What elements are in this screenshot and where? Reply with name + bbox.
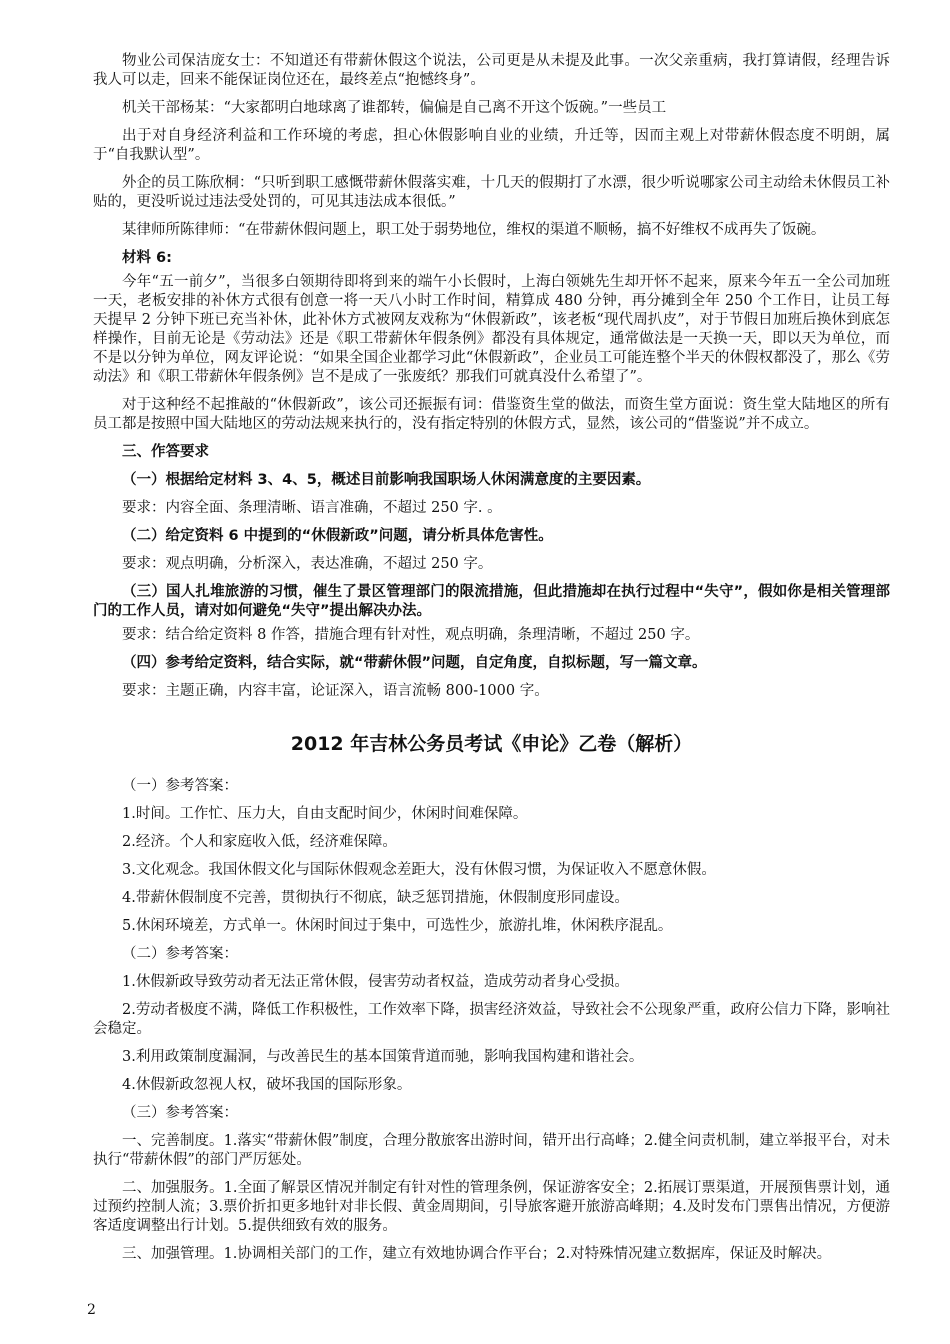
material-paragraph: 对于这种经不起推敲的“休假新政”，该公司还振振有词：借鉴资生堂的做法，而资生堂方面说：资生堂大陆地区的所有员工都是按照中国大陆地区的劳动法规来执行的，没有指定特别的休假方式，显然，该公司的“借鉴说”并不成立。 [93, 397, 890, 432]
answer-heading: （三）参考答案： [122, 1105, 238, 1121]
answer-item: 5.休闲环境差，方式单一。休闲时间过于集中，可选性少，旅游扎堆，休闲秩序混乱。 [122, 918, 673, 934]
material-paragraph: 机关干部杨某：“大家都明白地球离了谁都转，偏偏是自己离不开这个饭碗。”一些员工 [122, 100, 667, 116]
question-3: （三）国人扎堆旅游的习惯，催生了景区管理部门的限流措施，但此措施却在执行过程中“失守”，假如你是相关管理部门的工作人员，请对如何避免“失守”提出解决办法。 [93, 584, 890, 619]
answer-heading: （二）参考答案： [122, 946, 238, 962]
analysis-section [93, 777, 890, 1264]
material-paragraph: 外企的员工陈欣桐：“只听到职工感慨带薪休假落实难，十几天的假期打了水漂，很少听说哪家公司主动给未休假员工补贴的，更没听说过违法受处罚的，可见其违法成本很低。” [93, 175, 890, 210]
question-1: （一）根据给定材料 3、4、5，概述目前影响我国职场人休闲满意度的主要因素。 [122, 472, 651, 488]
material-paragraph: 某律师所陈律师：“在带薪休假问题上，职工处于弱势地位，维权的渠道不顺畅，搞不好维权不成再失了饭碗。 [122, 222, 826, 238]
material-paragraph: 出于对自身经济利益和工作环境的考虑，担心休假影响自业的业绩，升迁等，因而主观上对带薪休假态度不明朗，属于“自我默认型”。 [93, 128, 890, 163]
answer-item: 1.时间。工作忙、压力大，自由支配时间少，休闲时间难保障。 [122, 806, 528, 822]
answer-item: 三、加强管理。1.协调相关部门的工作，建立有效地协调合作平台；2.对特殊情况建立数据库，保证及时解决。 [122, 1246, 832, 1262]
answer-item: 2.劳动者极度不满，降低工作积极性，工作效率下降，损害经济效益，导致社会不公现象严重，政府公信力下降，影响社会稳定。 [93, 1002, 890, 1037]
answer-item: 一、完善制度。1.落实“带薪休假”制度，合理分散旅客出游时间，错开出行高峰；2.健全问责机制，建立举报平台，对未执行“带薪休假”的部门严厉惩处。 [93, 1133, 890, 1168]
answer-item: 二、加强服务。1.全面了解景区情况并制定有针对性的管理条例，保证游客安全；2.拓展订票渠道，开展预售票计划，通过预约控制人流；3.票价折扣更多地针对非长假、黄金周期间，引导旅客避开旅游高峰期；4.及时发布门票售出情况，方便游客适度调整出行计划。5.提供细致有效的服务。 [93, 1180, 890, 1234]
question-2-requirement: 要求：观点明确，分析深入，表达准确，不超过 250 字。 [122, 556, 493, 572]
answer-heading: （一）参考答案： [122, 778, 238, 794]
question-4: （四）参考给定资料，结合实际，就“带薪休假”问题，自定角度，自拟标题，写一篇文章。 [122, 655, 707, 671]
answer-item: 4.休假新政忽视人权，破坏我国的国际形象。 [122, 1077, 412, 1093]
answer-item: 4.带薪休假制度不完善，贯彻执行不彻底，缺乏惩罚措施，休假制度形同虚设。 [122, 890, 629, 906]
answer-item: 1.休假新政导致劳动者无法正常休假，侵害劳动者权益，造成劳动者身心受损。 [122, 974, 629, 990]
material-6-label: 材料 6: [122, 250, 172, 266]
analysis-title: 2012 年吉林公务员考试《申论》乙卷（解析） [290, 733, 693, 755]
question-3-requirement: 要求：结合给定资料 8 作答，措施合理有针对性，观点明确，条理清晰，不超过 250 字。 [122, 627, 700, 643]
answer-item: 3.文化观念。我国休假文化与国际休假观念差距大，没有休假习惯，为保证收入不愿意休假。 [122, 862, 716, 878]
question-4-requirement: 要求：主题正确，内容丰富，论证深入，语言流畅 800-1000 字。 [122, 683, 549, 699]
page-number: 2 [87, 1302, 96, 1318]
requirements-heading: 三、作答要求 [122, 444, 209, 460]
question-2: （二）给定资料 6 中提到的“休假新政”问题，请分析具体危害性。 [122, 528, 553, 544]
answer-item: 3.利用政策制度漏洞，与改善民生的基本国策背道而驰，影响我国构建和谐社会。 [122, 1049, 644, 1065]
material-paragraph: 物业公司保洁庞女士：不知道还有带薪休假这个说法，公司更是从未提及此事。一次父亲重病，我打算请假，经理告诉我人可以走，回来不能保证岗位还在，最终差点“抱憾终身”。 [93, 53, 890, 88]
question-1-requirement: 要求：内容全面、条理清晰、语言准确，不超过 250 字. 。 [122, 500, 502, 516]
document-page [93, 52, 890, 1264]
answer-item: 2.经济。个人和家庭收入低，经济难保障。 [122, 834, 397, 850]
material-paragraph: 今年“五一前夕”，当很多白领期待即将到来的端午小长假时，上海白领姚先生却开怀不起来，原来今年五一全公司加班一天，老板安排的补休方式很有创意一将一天八小时工作时间，精算成 480 分钟，再分摊到全年 250 个工作日，让员工每天提早 2 分钟下班已充当补休，此补休方式被网友戏称为“休假新政”，该老板“现代周扒皮”，对于节假日加班后换休到底怎样操作，目前无论是《劳动法》还是《职工带薪休年假条例》都没有具体规定，通常做法是一天换一天，即以天为单位，而不是以分钟为单位，网友评论说：“如果全国企业都学习此“休假新政”，企业员工可能连整个半天的休假权都没了，那么《劳动法》和《职工带薪休年假条例》岂不是成了一张废纸？那我们可就真没什么希望了”。 [93, 274, 890, 385]
